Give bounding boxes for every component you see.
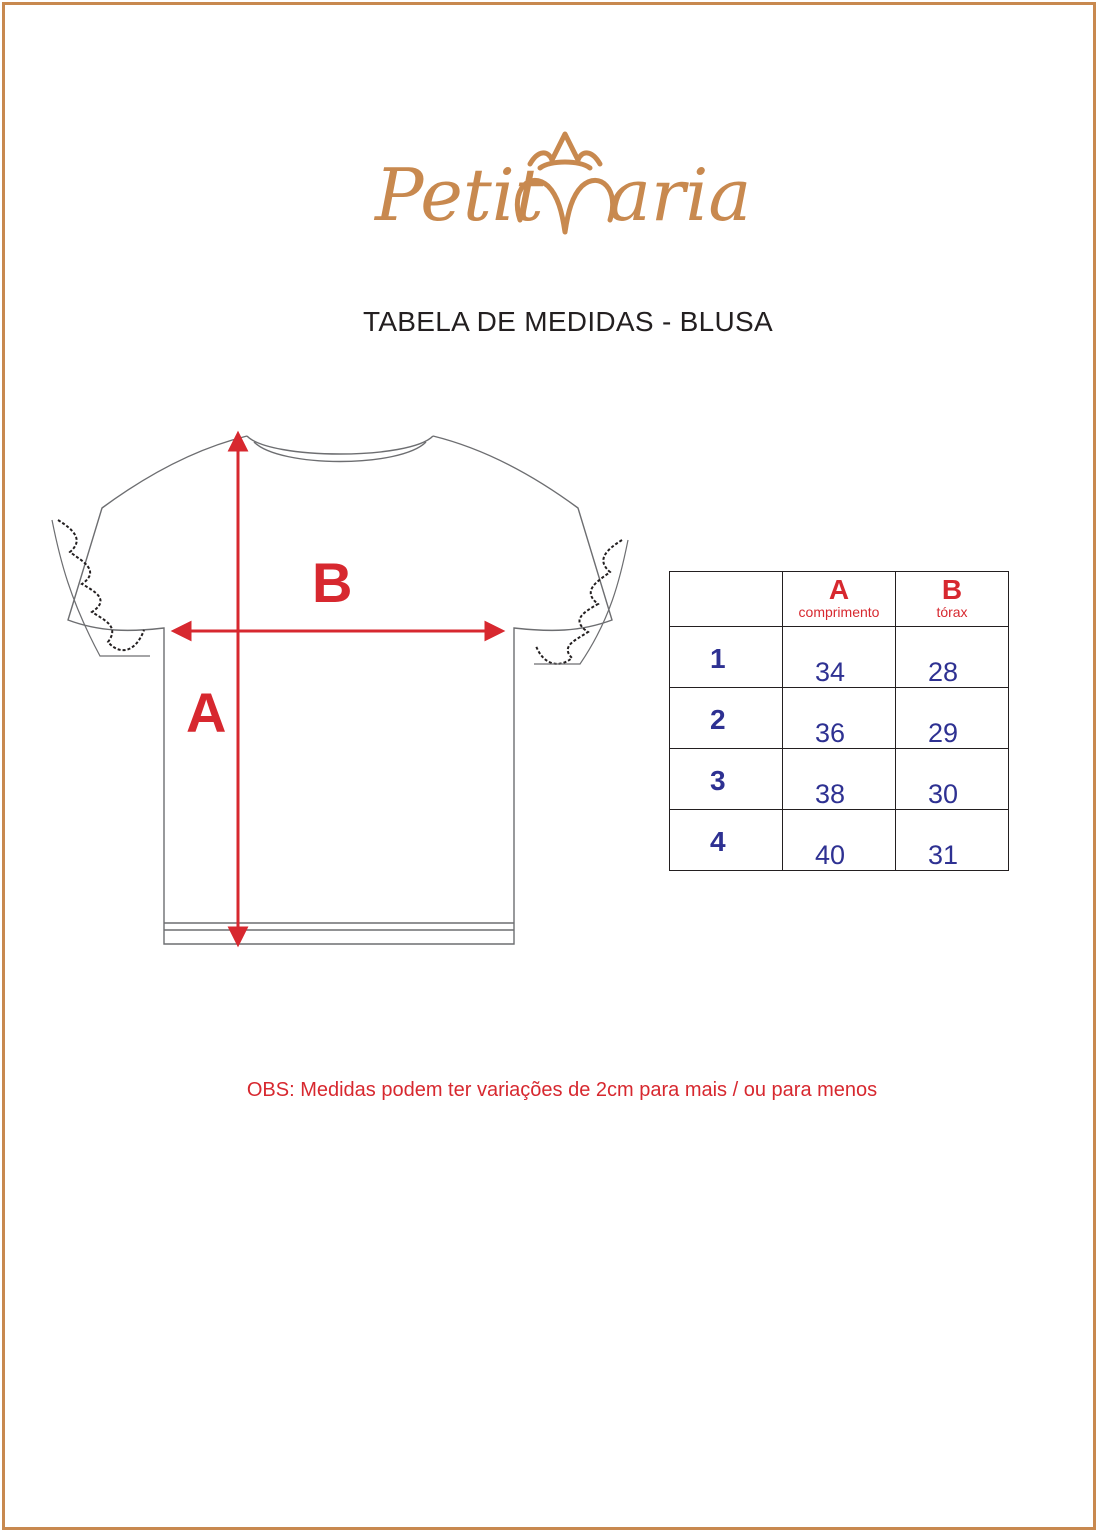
measurement-table [669,571,1009,871]
column-subtitle: comprimento [798,604,880,620]
column-subtitle: tórax [936,604,968,620]
measure-b-arrow [174,623,502,639]
brand-logo-text: Petit [375,153,544,237]
column-header-b [896,572,1009,627]
page-title: TABELA DE MEDIDAS - BLUSA [363,306,773,337]
blouse-outline [68,436,612,944]
brand-logo-art [370,120,760,250]
size-label: 2 [710,704,726,735]
size-label: 3 [710,765,726,796]
measure-b-label: B [312,551,353,614]
value-a: 38 [815,779,846,809]
measure-a-arrow [230,434,246,944]
size-label: 4 [710,826,726,857]
column-header-a [783,572,896,627]
table-row [670,810,1009,871]
table-row [670,627,1009,688]
svg-text:aria: aria [608,153,752,237]
blouse-diagram [40,420,670,960]
column-letter: A [828,574,850,605]
value-b: 31 [928,840,959,870]
table-row [670,688,1009,749]
column-letter: B [941,574,963,605]
value-a: 40 [815,840,846,870]
value-b: 29 [928,718,959,748]
table-row [670,749,1009,810]
value-b: 28 [928,657,959,687]
table-corner-cell [670,572,783,627]
value-a: 34 [815,657,846,687]
measure-a-label: A [186,681,227,744]
table-header-row [670,572,1009,627]
value-b: 30 [928,779,959,809]
footer-note: OBS: Medidas podem ter variações de 2cm para mais / ou para menos [246,1079,878,1101]
size-label: 1 [710,643,726,674]
brand-logo [370,120,760,250]
value-a: 36 [815,718,846,748]
